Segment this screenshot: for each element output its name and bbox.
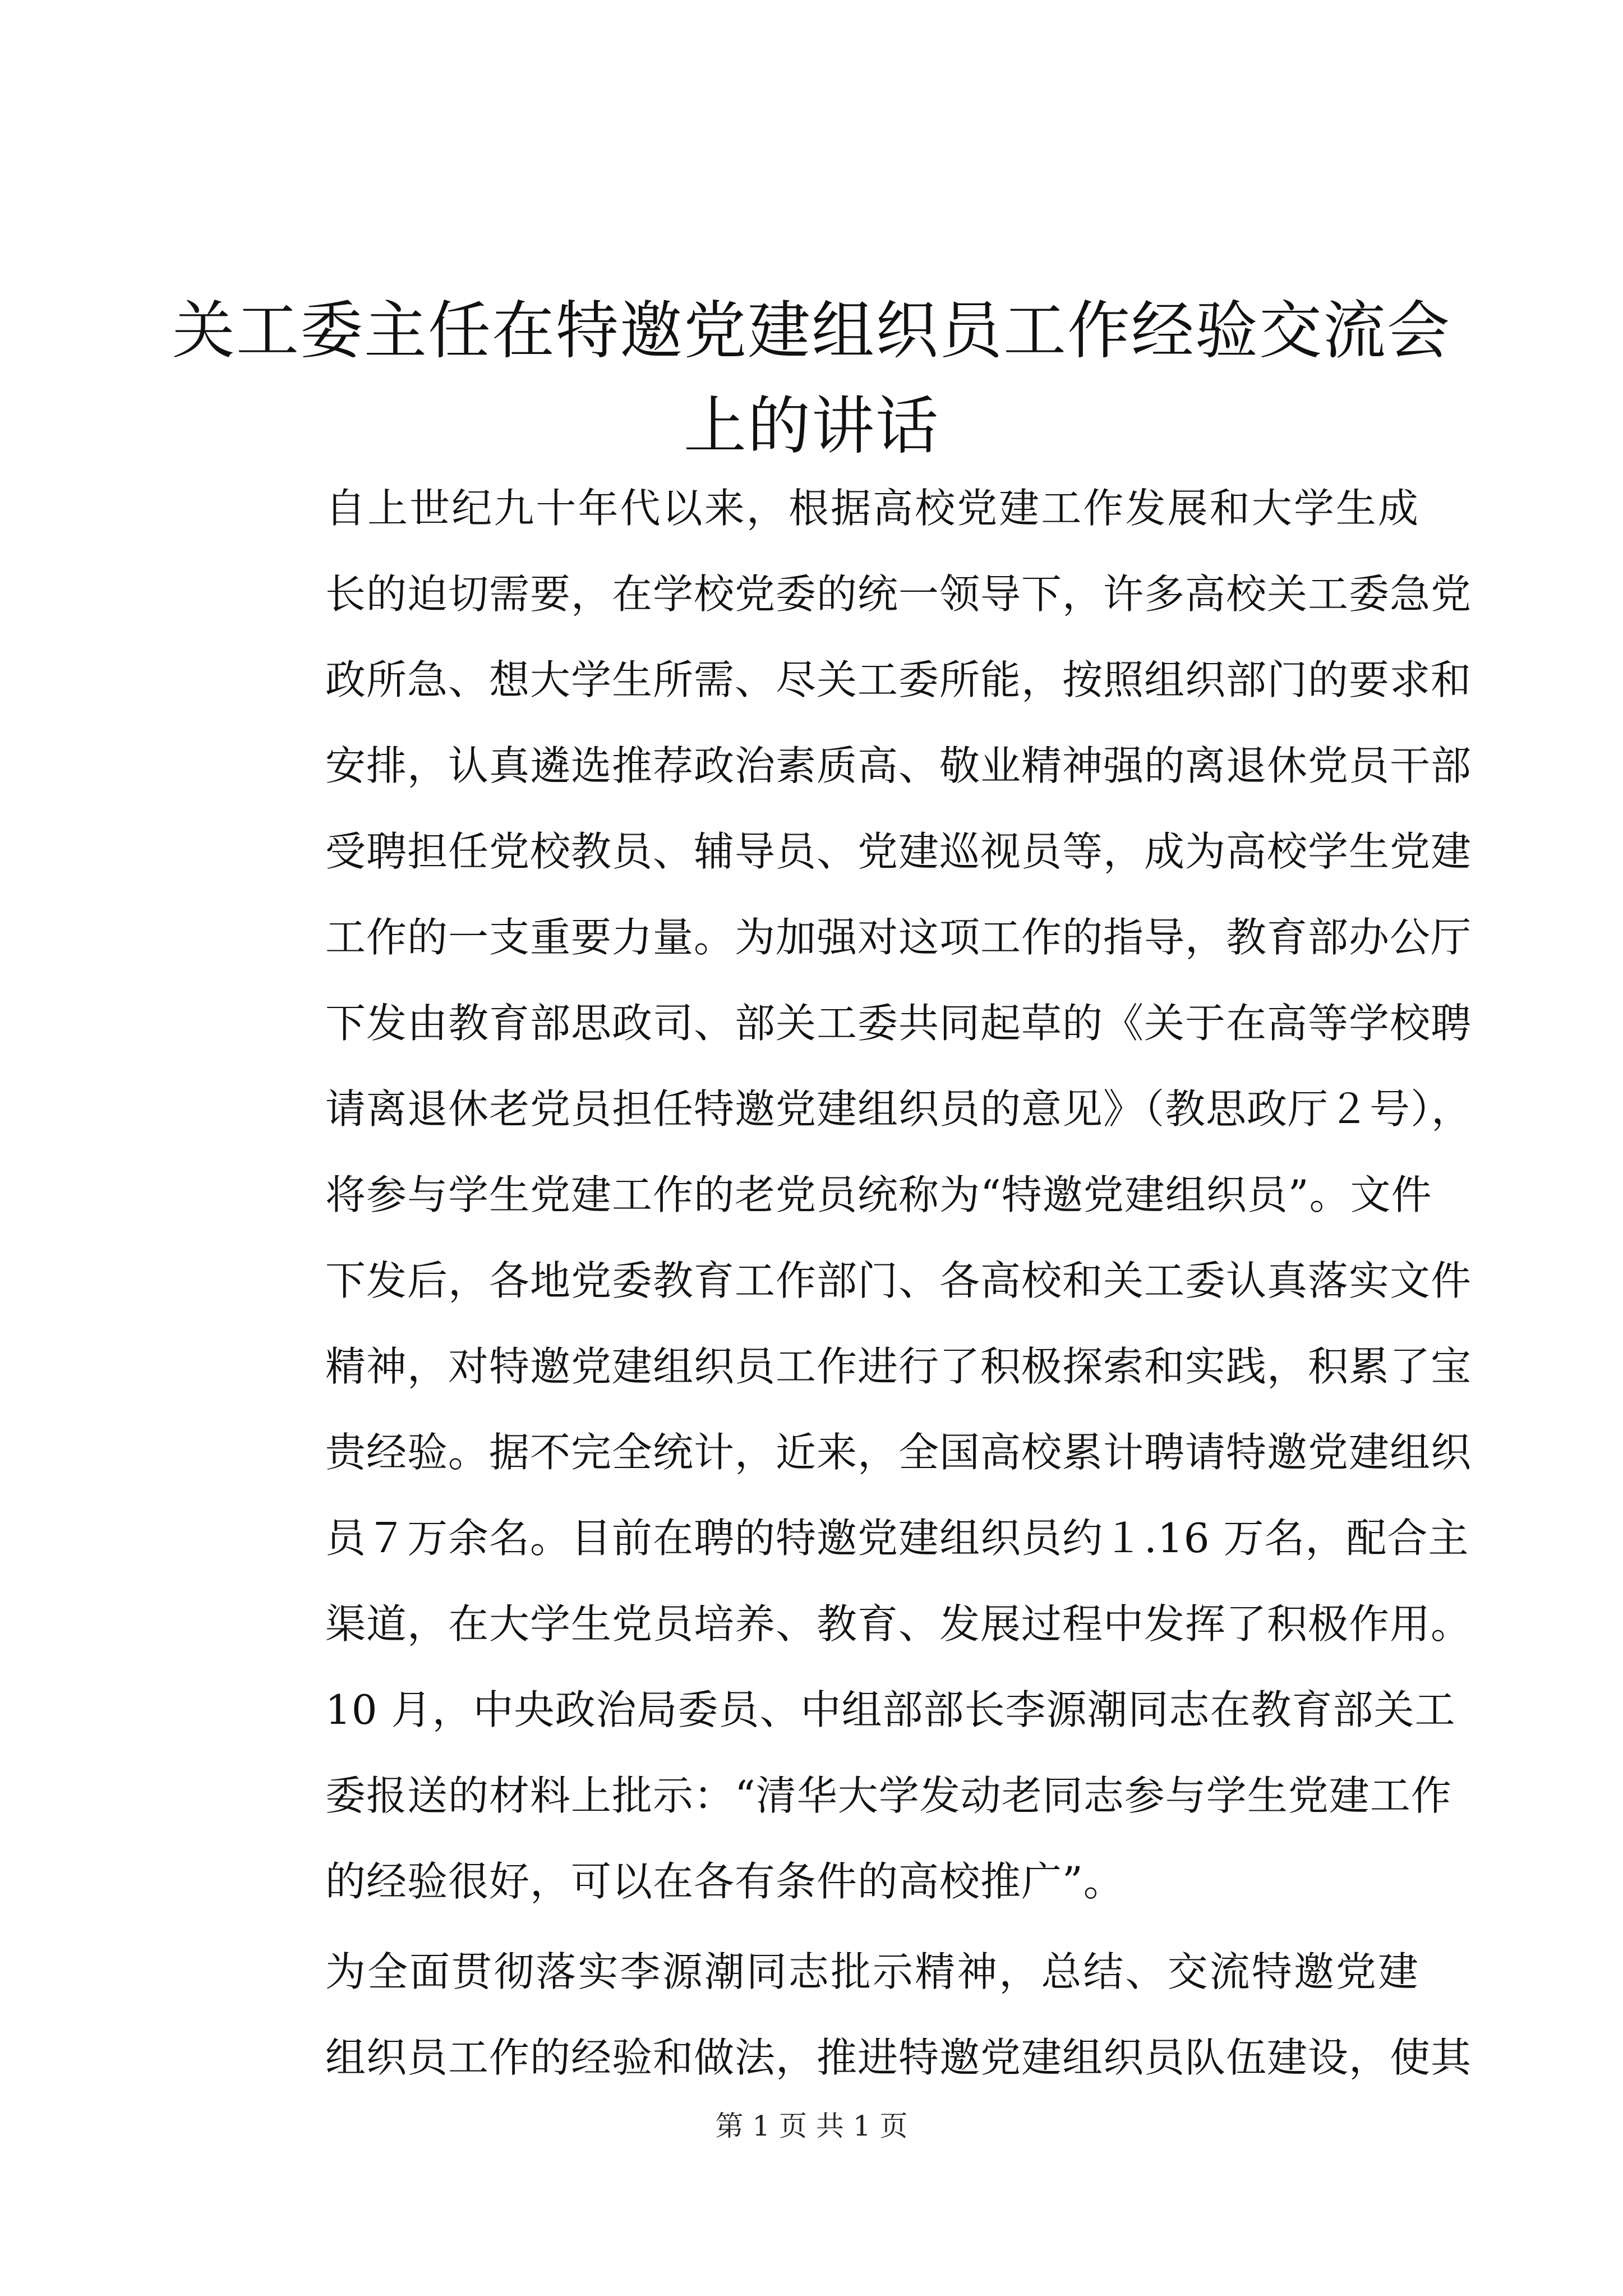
paragraph-1 [241, 466, 1473, 1925]
paragraph-1-line-14: 渠道，在大学生党员培养、教育、发展过程中发挥了积极作用。 [325, 1600, 1472, 1648]
paragraph-1-line-4: 安排，认真遴选推荐政治素质高、敬业精神强的离退休党员干部 [325, 742, 1472, 789]
paragraph-1-line-2: 长的迫切需要，在学校党委的统一领导下，许多高校关工委急党 [325, 570, 1472, 618]
paragraph-1-line-8: 请离退休老党员担任特邀党建组织员的意见》（教思政厅２号）， [325, 1085, 1473, 1133]
paragraph-1-line-13: 员７万余名。目前在聘的特邀党建组织员约１.16 万名，配合主 [325, 1515, 1469, 1562]
document-title: 关工委主任在特邀党建组织员工作经验交流会上的讲话 [172, 295, 1451, 463]
paragraph-1-line-5: 受聘担任党校教员、辅导员、党建巡视员等，成为高校学生党建 [325, 828, 1472, 875]
paragraph-2-line-2: 组织员工作的经验和做法，推进特邀党建组织员队伍建设，使其 [325, 2034, 1472, 2081]
paragraph-1-line-6: 工作的一支重要力量。为加强对这项工作的指导，教育部办公厅 [325, 914, 1472, 961]
paragraph-1-line-7: 下发由教育部思政司、部关工委共同起草的《关于在高等学校聘 [325, 1000, 1472, 1047]
document-body [241, 466, 1473, 2101]
paragraph-1-line-3: 政所急、想大学生所需、尽关工委所能，按照组织部门的要求和 [325, 656, 1472, 703]
paragraph-1-line-15: 10 月，中央政治局委员、中组部部长李源潮同志在教育部关工 [325, 1686, 1456, 1733]
paragraph-1-line-11: 精神，对特邀党建组织员工作进行了积极探索和实践，积累了宝 [325, 1343, 1472, 1390]
paragraph-1-line-12: 贵经验。据不完全统计，近来，全国高校累计聘请特邀党建组织 [325, 1429, 1472, 1476]
paragraph-2-line-1: 为全面贯彻落实李源潮同志批示精神，总结、交流特邀党建 [325, 1948, 1419, 1995]
paragraph-2 [241, 1929, 1472, 2101]
paragraph-1-line-16: 委报送的材料上批示：“清华大学发动老同志参与学生党建工作 [325, 1772, 1452, 1819]
page-number-footer: 第 1 页 共 1 页 [715, 2110, 908, 2142]
paragraph-1-line-17: 的经验很好，可以在各有条件的高校推广”。 [325, 1858, 1124, 1905]
paragraph-1-line-9: 将参与学生党建工作的老党员统称为“特邀党建组织员”。文件 [325, 1171, 1432, 1218]
paragraph-1-line-1: 自上世纪九十年代以来，根据高校党建工作发展和大学生成 [325, 485, 1419, 532]
paragraph-1-line-10: 下发后，各地党委教育工作部门、各高校和关工委认真落实文件 [325, 1257, 1472, 1304]
